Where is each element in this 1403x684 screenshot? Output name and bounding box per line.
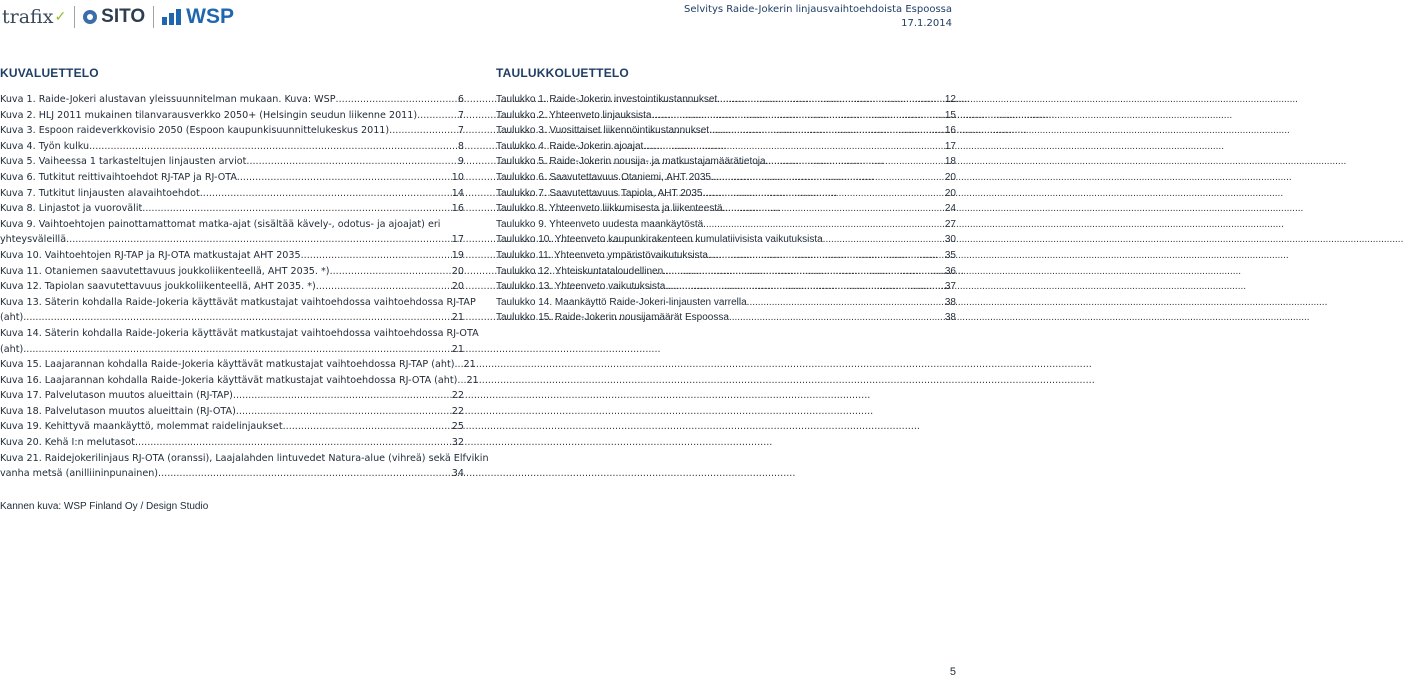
trafix-logo-text: trafix xyxy=(2,6,54,28)
toc-entry[interactable] xyxy=(0,123,464,139)
toc-entry-text: Kuva 12. Tapiolan saavutettavuus joukkoliikenteellä, AHT 2035. *) xyxy=(0,281,316,293)
toc-entry-text: Taulukko 12. Yhteiskuntataloudellinen xyxy=(496,265,664,277)
toc-entry-text: Taulukko 9. Yhteenveto uudesta maankäytöstä. xyxy=(496,218,706,230)
toc-entry-text: Taulukko 13. Yhteenveto vaikutuksista. xyxy=(496,281,669,293)
toc-page-number: 22 xyxy=(451,405,464,417)
toc-page-number: 27 xyxy=(944,218,956,230)
toc-entry-text: Kuva 19. Kehittyvä maankäyttö, molemmat raidelinjaukset. xyxy=(0,421,286,433)
toc-entry[interactable] xyxy=(496,154,956,170)
toc-entry-line xyxy=(0,310,464,326)
toc-entry-line xyxy=(0,264,464,280)
toc-entry-line xyxy=(0,232,464,248)
toc-page-number: 15 xyxy=(944,109,956,121)
toc-entry-text: Kuva 7. Tutkitut linjausten alavaihtoehdot. xyxy=(0,187,203,199)
toc-entry-text: vanha metsä (anilliininpunainen). xyxy=(0,468,162,480)
toc-entry[interactable] xyxy=(0,419,464,435)
toc-page-number: 38 xyxy=(944,312,956,324)
cover-credit: Kannen kuva: WSP Finland Oy / Design Studio xyxy=(0,501,209,512)
dot-leader xyxy=(236,388,452,404)
dot-leader xyxy=(663,264,945,280)
toc-page-number: 14 xyxy=(451,187,464,199)
toc-entry-text: (aht). xyxy=(0,343,27,355)
toc-entry-line xyxy=(0,92,464,108)
toc-page-number: 21 xyxy=(466,374,479,386)
dot-leader xyxy=(732,310,945,326)
sito-logo xyxy=(83,6,145,28)
dot-leader xyxy=(138,435,452,451)
toc-entry-line xyxy=(496,92,956,108)
toc-entry[interactable] xyxy=(0,388,464,404)
toc-entry[interactable] xyxy=(496,232,956,248)
toc-page-number: 8 xyxy=(457,140,464,152)
toc-page-number: 21 xyxy=(463,359,476,371)
toc-entry-text: Kuva 11. Otaniemen saavutettavuus joukkoliikenteellä, AHT 2035. *) xyxy=(0,265,330,277)
toc-entry-line xyxy=(496,232,956,248)
toc-entry[interactable] xyxy=(496,186,956,202)
toc-entry[interactable] xyxy=(496,217,956,233)
toc-entry-text: Taulukko 11. Yhteenveto ympäristövaikutuksista. xyxy=(496,249,711,261)
toc-entry[interactable] xyxy=(0,451,489,482)
toc-entry[interactable] xyxy=(0,404,464,420)
toc-entry-text: yhteysväleillä. xyxy=(0,234,70,246)
logo-divider xyxy=(153,6,154,28)
toc-page-number: 20 xyxy=(944,187,956,199)
dot-leader xyxy=(668,279,945,295)
toc-entry[interactable] xyxy=(496,264,956,280)
toc-entry-line xyxy=(0,373,479,389)
dot-leader xyxy=(705,186,945,202)
document-date: 17.1.2014 xyxy=(901,18,952,29)
toc-page-number: 18 xyxy=(944,156,956,168)
toc-entry[interactable] xyxy=(496,248,956,264)
toc-entry-text: Taulukko 10. Yhteenveto kaupunkirakenteen kumulatiivisista vaikutuksista. xyxy=(496,234,826,246)
dot-leader xyxy=(646,139,945,155)
toc-entry-line xyxy=(0,435,464,451)
toc-entry-line xyxy=(496,264,956,280)
toc-entry[interactable] xyxy=(496,139,956,155)
dot-leader xyxy=(768,154,945,170)
dot-leader xyxy=(26,310,452,326)
logo-divider xyxy=(74,6,75,28)
toc-page-number: 7 xyxy=(457,125,464,137)
dot-leader xyxy=(825,232,944,248)
logo-strip xyxy=(0,2,234,32)
toc-page-number: 20 xyxy=(451,265,464,277)
toc-entry[interactable] xyxy=(0,264,464,280)
toc-entry-text: Taulukko 5. Raide-Jokerin nousija- ja matkustajamäärätietoja. xyxy=(496,156,769,168)
toc-entry[interactable] xyxy=(0,326,479,357)
trafix-check-icon: ✓ xyxy=(54,9,67,25)
figure-list xyxy=(0,92,489,482)
toc-page-number: 17 xyxy=(451,234,464,246)
trafix-logo xyxy=(2,6,66,28)
toc-entry[interactable] xyxy=(0,139,464,155)
sito-ring-icon xyxy=(83,10,97,24)
toc-entry[interactable] xyxy=(496,108,956,124)
toc-entry[interactable] xyxy=(0,154,464,170)
toc-entry-line xyxy=(496,310,956,326)
toc-entry[interactable] xyxy=(0,217,464,248)
toc-entry-text: Kuva 9. Vaihtoehtojen painottamattomat matka-ajat (sisältää kävely-, odotus- ja ajoajat) eri xyxy=(0,218,441,230)
toc-entry-text: Kuva 3. Espoon raideverkkovisio 2050 (Espoon kaupunkisuunnittelukeskus 2011). xyxy=(0,125,393,137)
toc-entry-text: Kuva 13. Säterin kohdalla Raide-Jokeria käyttävät matkustajat vaihtoehdossa vaihtoehdossa RJ-TAP xyxy=(0,296,476,308)
toc-entry-text: Kuva 15. Laajarannan kohdalla Raide-Jokeria käyttävät matkustajat vaihtoehdossa RJ-TAP (aht). xyxy=(0,359,458,371)
toc-entry-text: Taulukko 6. Saavutettavuus Otaniemi, AHT 2035. xyxy=(496,171,714,183)
toc-entry[interactable] xyxy=(0,170,464,186)
toc-entry-text: Kuva 21. Raidejokerilinjaus RJ-OTA (oranssi), Laajalahden lintuvedet Natura-alue (vihreä) sekä Elfvikin xyxy=(0,452,489,464)
toc-page-number: 30 xyxy=(944,234,956,246)
toc-entry-text: Kuva 1. Raide-Jokeri alustavan yleissuunnitelman mukaan. Kuva: WSP xyxy=(0,94,336,105)
toc-entry-line xyxy=(496,295,956,311)
toc-page-number: 20 xyxy=(451,281,464,293)
header-info xyxy=(684,3,952,31)
toc-entry-line xyxy=(0,170,464,186)
toc-entry-text: Taulukko 7. Saavutettavuus Tapiola, AHT 2035. xyxy=(496,187,706,199)
toc-entry-text: (aht). xyxy=(0,312,27,324)
toc-page-number: 36 xyxy=(944,265,956,277)
toc-entry-text: Kuva 5. Vaiheessa 1 tarkasteltujen linjausten arviot. xyxy=(0,156,250,168)
toc-entry[interactable] xyxy=(496,170,956,186)
toc-page-number: 12 xyxy=(944,94,956,105)
toc-entry-line xyxy=(0,248,464,264)
toc-page-number: 32 xyxy=(451,437,464,449)
toc-entry-line xyxy=(0,404,464,420)
dot-leader xyxy=(711,248,945,264)
toc-entry-line xyxy=(0,201,464,217)
page-number: 5 xyxy=(949,666,956,678)
toc-entry-line xyxy=(496,279,956,295)
dot-leader xyxy=(161,466,452,482)
toc-entry[interactable] xyxy=(496,295,956,311)
toc-entry-line xyxy=(496,186,956,202)
toc-entry-line xyxy=(496,170,956,186)
toc-page-number: 34 xyxy=(451,468,464,480)
toc-page-number: 22 xyxy=(451,390,464,402)
toc-page-number: 10 xyxy=(451,171,464,183)
wsp-bars-icon xyxy=(162,9,184,25)
toc-entry[interactable] xyxy=(496,123,956,139)
toc-entry-line xyxy=(0,139,464,155)
toc-entry[interactable] xyxy=(496,201,956,217)
dot-leader xyxy=(336,92,458,108)
dot-leader xyxy=(286,419,452,435)
table-list-heading: TAULUKKOLUETTELO xyxy=(496,66,629,80)
dot-leader xyxy=(26,342,452,358)
toc-entry-line xyxy=(0,357,476,373)
dot-leader xyxy=(725,201,944,217)
toc-page-number: 38 xyxy=(944,296,956,308)
toc-entry-line xyxy=(496,108,956,124)
toc-entry-line xyxy=(0,154,464,170)
dot-leader xyxy=(304,248,452,264)
toc-entry[interactable] xyxy=(496,279,956,295)
toc-entry[interactable] xyxy=(0,295,476,326)
figure-list-heading: KUVALUETTELO xyxy=(0,66,99,80)
toc-entry-line xyxy=(496,201,956,217)
dot-leader xyxy=(249,154,457,170)
toc-entry-line xyxy=(496,248,956,264)
toc-entry-text: Taulukko 15. Raide-Jokerin nousijamäärät Espoossa. xyxy=(496,312,732,324)
toc-page-number: 9 xyxy=(457,156,464,168)
toc-entry-line xyxy=(0,186,464,202)
toc-entry-text: Kuva 4. Työn kulku. xyxy=(0,140,93,152)
table-list xyxy=(496,92,956,326)
toc-page-number: 16 xyxy=(451,203,464,215)
toc-entry[interactable] xyxy=(0,92,464,108)
toc-entry-line xyxy=(0,279,464,295)
toc-entry-text: Taulukko 14. Maankäyttö Raide-Jokeri-linjausten varrella. xyxy=(496,296,750,308)
dot-leader xyxy=(92,139,458,155)
dot-leader xyxy=(706,217,945,233)
toc-entry[interactable] xyxy=(0,186,464,202)
document-title: Selvitys Raide-Jokerin linjausvaihtoehdoista Espoossa xyxy=(684,4,952,15)
dot-leader xyxy=(714,170,945,186)
page-header xyxy=(0,0,960,44)
wsp-logo xyxy=(162,5,234,29)
toc-page-number: 16 xyxy=(944,125,956,137)
wsp-logo-text: WSP xyxy=(186,5,235,28)
toc-page-number: 35 xyxy=(944,249,956,261)
toc-page-number: 24 xyxy=(944,203,956,215)
toc-page-number: 17 xyxy=(944,140,956,152)
toc-entry-text: Kuva 2. HLJ 2011 mukainen tilanvarausverkko 2050+ (Helsingin seudun liikenne 2011). xyxy=(0,109,421,121)
toc-page-number: 6 xyxy=(457,94,464,105)
toc-entry-line xyxy=(496,154,956,170)
dot-leader xyxy=(203,186,452,202)
dot-leader xyxy=(720,92,945,108)
toc-entry-line xyxy=(0,419,464,435)
toc-entry-line xyxy=(0,388,464,404)
toc-entry-line xyxy=(0,123,464,139)
toc-entry-line xyxy=(496,123,956,139)
toc-entry[interactable] xyxy=(0,435,464,451)
toc-entry[interactable] xyxy=(0,248,464,264)
toc-entry[interactable] xyxy=(0,108,464,124)
dot-leader xyxy=(420,108,458,124)
toc-page-number: 7 xyxy=(457,109,464,121)
toc-entry[interactable] xyxy=(0,201,464,217)
toc-entry-text: Kuva 20. Kehä I:n melutasot. xyxy=(0,437,139,449)
sito-logo-text: SITO xyxy=(101,6,146,27)
dot-leader xyxy=(240,170,452,186)
toc-entry-text: Taulukko 8. Yhteenveto liikkumisesta ja liikenteestä. xyxy=(496,203,726,215)
toc-page-number: 21 xyxy=(451,312,464,324)
dot-leader xyxy=(712,123,945,139)
toc-page-number: 25 xyxy=(451,421,464,433)
dot-leader xyxy=(749,295,944,311)
toc-entry-text: Kuva 17. Palvelutason muutos alueittain (RJ-TAP). xyxy=(0,390,236,402)
dot-leader xyxy=(145,201,451,217)
dot-leader xyxy=(316,279,452,295)
toc-entry-line xyxy=(0,466,464,482)
toc-entry[interactable] xyxy=(496,92,956,108)
dot-leader xyxy=(330,264,452,280)
dot-leader xyxy=(69,232,452,248)
toc-page-number: 37 xyxy=(944,281,956,293)
toc-entry-text: Taulukko 1. Raide-Jokerin investointikustannukset. xyxy=(496,94,721,105)
toc-entry-text: Taulukko 3. Vuosittaiset liikennöintikustannukset. xyxy=(496,125,712,137)
toc-entry-text: Taulukko 2. Yhteenveto linjauksista. xyxy=(496,109,655,121)
toc-entry[interactable] xyxy=(0,373,479,389)
toc-page-number: 19 xyxy=(451,249,464,261)
toc-entry-text: Kuva 18. Palvelutason muutos alueittain (RJ-OTA). xyxy=(0,405,239,417)
toc-entry[interactable] xyxy=(0,279,464,295)
toc-entry-line xyxy=(0,108,464,124)
toc-entry-line xyxy=(0,342,464,358)
toc-entry-text: Kuva 8. Linjastot ja vuorovälit. xyxy=(0,203,146,215)
toc-page-number: 21 xyxy=(451,343,464,355)
toc-entry-line xyxy=(496,139,956,155)
toc-entry[interactable] xyxy=(0,357,476,373)
toc-entry-text: Kuva 14. Säterin kohdalla Raide-Jokeria käyttävät matkustajat vaihtoehdossa vaihtoehdossa RJ-OTA xyxy=(0,327,479,339)
toc-entry-text: Taulukko 4. Raide-Jokerin ajoajat. xyxy=(496,140,647,152)
dot-leader xyxy=(392,123,458,139)
toc-entry-line xyxy=(496,217,956,233)
toc-entry[interactable] xyxy=(496,310,956,326)
dot-leader xyxy=(654,108,945,124)
page-content xyxy=(0,44,960,684)
toc-entry-text: Kuva 10. Vaihtoehtojen RJ-TAP ja RJ-OTA matkustajat AHT 2035. xyxy=(0,249,304,261)
dot-leader xyxy=(239,404,452,420)
toc-entry-text: Kuva 6. Tutkitut reittivaihtoehdot RJ-TAP ja RJ-OTA. xyxy=(0,171,240,183)
toc-entry-text: Kuva 16. Laajarannan kohdalla Raide-Jokeria käyttävät matkustajat vaihtoehdossa RJ-OTA (aht). xyxy=(0,374,461,386)
toc-page-number: 20 xyxy=(944,171,956,183)
